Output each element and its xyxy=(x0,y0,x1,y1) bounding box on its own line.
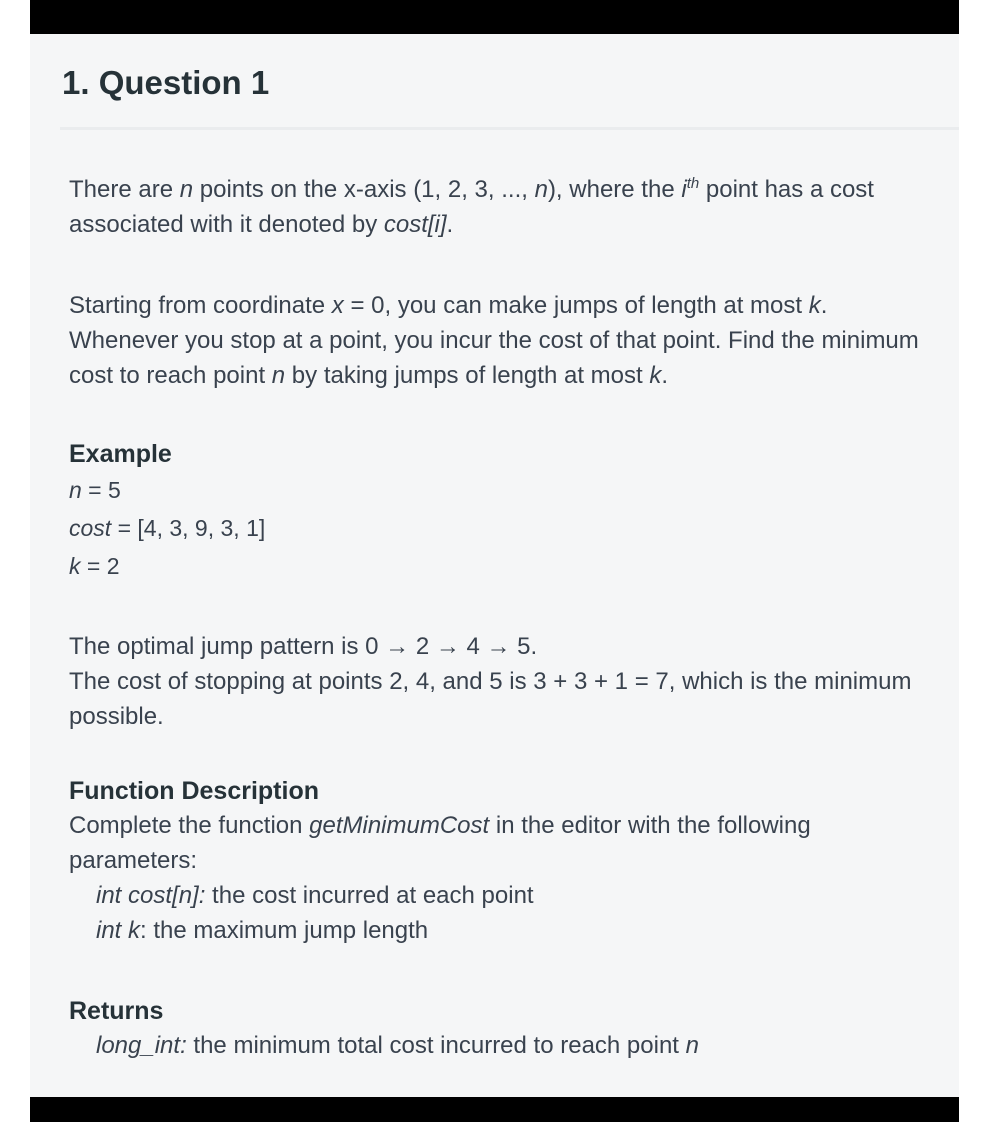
problem-panel xyxy=(30,34,959,1097)
param-cost: int cost[n]: the cost incurred at each point xyxy=(96,882,534,909)
explanation-line-1: The optimal jump pattern is 0 → 2 → 4 → 5. xyxy=(69,633,538,660)
question-title: 1. Question 1 xyxy=(62,64,270,101)
function-description-heading: Function Description xyxy=(69,777,319,805)
intro-paragraph: There are n points on the x-axis (1, 2, 3, ..., n), where the $i^{th}$ point has a cost associated with it denoted by cost[i]. xyxy=(69,175,874,238)
explanation-line-2: The cost of stopping at points 2, 4, and 5 is 3 + 3 + 1 = 7, which is the minimum possible. xyxy=(69,668,912,730)
function-description-section xyxy=(69,774,939,948)
returns-section xyxy=(69,994,939,1063)
example-heading: Example xyxy=(69,440,172,468)
returns-heading: Returns xyxy=(69,997,164,1025)
problem-statement xyxy=(69,172,939,1063)
example-section xyxy=(69,437,939,585)
function-description-text: Complete the function getMinimumCost in the editor with the following parameters: xyxy=(69,812,811,874)
example-k: k = 2 xyxy=(69,553,120,579)
title-divider xyxy=(60,127,959,130)
returns-text: long_int: the minimum total cost incurred to reach point n xyxy=(96,1032,699,1059)
example-cost: cost = [4, 3, 9, 3, 1] xyxy=(69,515,266,541)
task-paragraph: Starting from coordinate x = 0, you can make jumps of length at most k. Whenever you stop at a point, you incur the cost of that point. Find the minimum cost to reach point n by taking jumps of length at most k. xyxy=(69,292,919,389)
param-k: int k: the maximum jump length xyxy=(96,917,429,944)
explanation-section xyxy=(69,629,939,734)
example-n: n = 5 xyxy=(69,477,121,503)
